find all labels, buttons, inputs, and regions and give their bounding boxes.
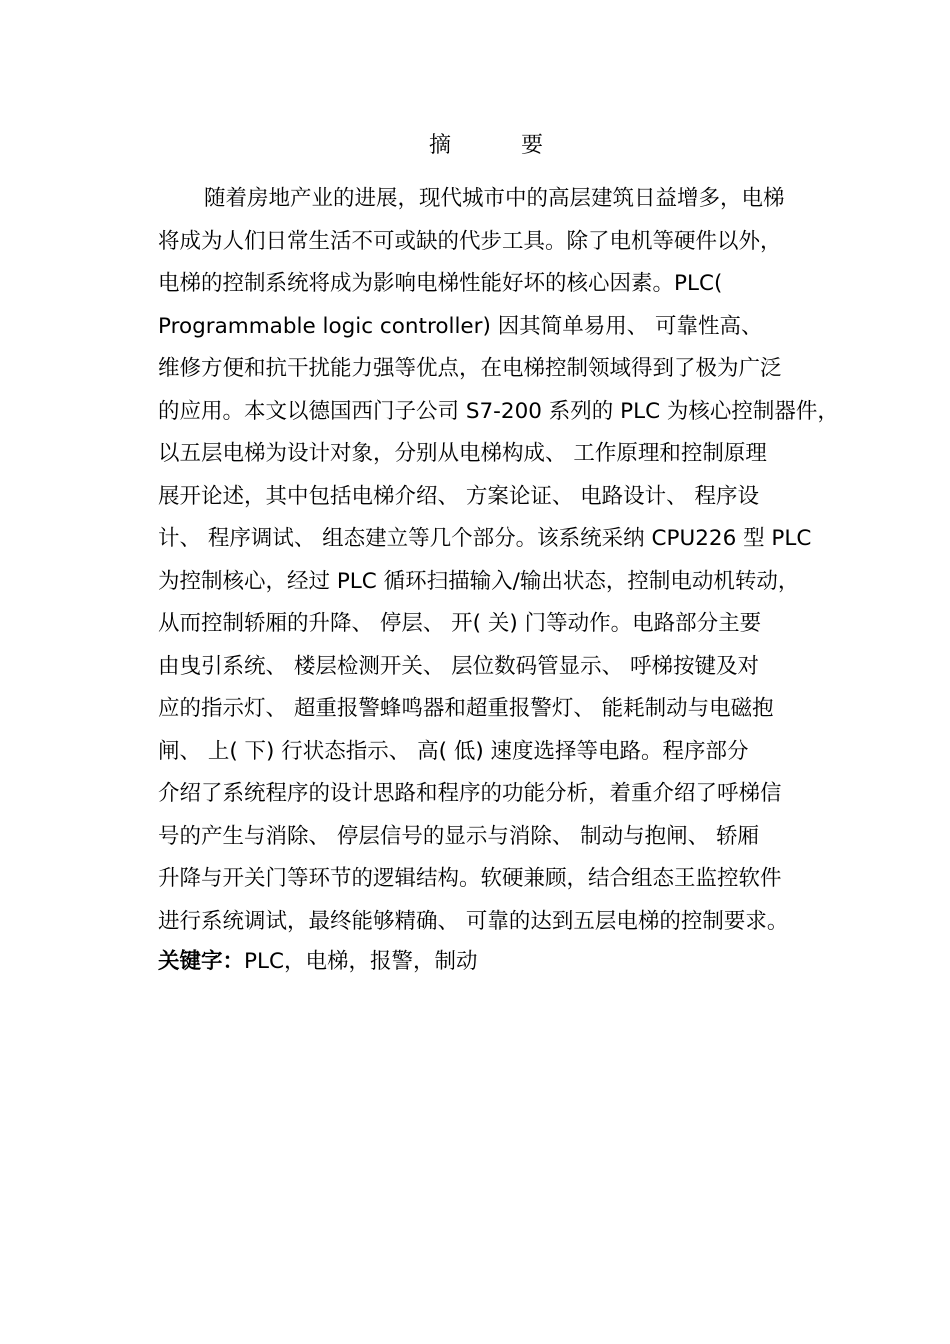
abstract-line: 为控制核心，经过 PLC 循环扫描输入/输出状态，控制电动机转动， [158, 568, 800, 594]
abstract-line: 进行系统调试，最终能够精确、 可靠的达到五层电梯的控制要求。 [158, 908, 789, 934]
abstract-title: 摘 要 [428, 133, 567, 158]
abstract-line: 电梯的控制系统将成为影响电梯性能好坏的核心因素。PLC( [158, 271, 723, 296]
abstract-line: 维修方便和抗干扰能力强等优点，在电梯控制领域得到了极为广泛 [158, 356, 782, 381]
abstract-line: 介绍了系统程序的设计思路和程序的功能分析，着重介绍了呼梯信 [158, 781, 782, 806]
abstract-line: 号的产生与消除、 停层信号的显示与消除、 制动与抱闸、 轿厢 [158, 823, 760, 849]
abstract-line: Programmable logic controller) 因其简单易用、 可靠性高、 [158, 313, 763, 339]
abstract-body [158, 178, 838, 943]
abstract-line: 计、 程序调试、 组态建立等几个部分。该系统采纳 CPU226 型 PLC [158, 526, 812, 551]
abstract-line: 由曳引系统、 楼层检测开关、 层位数码管显示、 呼梯按键及对 [158, 653, 760, 679]
abstract-line: 应的指示灯、 超重报警蜂鸣器和超重报警灯、 能耗制动与电磁抱 [158, 696, 774, 721]
keywords-label: 关键字： [158, 949, 245, 974]
keywords-value: PLC，电梯，报警，制动 [244, 949, 478, 974]
abstract-line: 以五层电梯为设计对象，分别从电梯构成、 工作原理和控制原理 [158, 441, 767, 466]
abstract-line: 从而控制轿厢的升降、 停层、 开( 关) 门等动作。电路部分主要 [158, 611, 762, 636]
abstract-line: 随着房地产业的进展，现代城市中的高层建筑日益增多，电梯 [204, 186, 785, 211]
abstract-line: 的应用。本文以德国西门子公司 S7-200 系列的 PLC 为核心控制器件， [158, 398, 839, 424]
abstract-line: 将成为人们日常生活不可或缺的代步工具。除了电机等硬件以外， [158, 228, 782, 254]
abstract-line: 升降与开关门等环节的逻辑结构。软硬兼顾，结合组态王监控软件 [158, 866, 782, 891]
abstract-line: 闸、 上( 下) 行状态指示、 高( 低) 速度选择等电路。程序部分 [158, 738, 749, 764]
abstract-line: 展开论述，其中包括电梯介绍、 方案论证、 电路设计、 程序设 [158, 483, 760, 509]
keywords-line [158, 941, 477, 983]
